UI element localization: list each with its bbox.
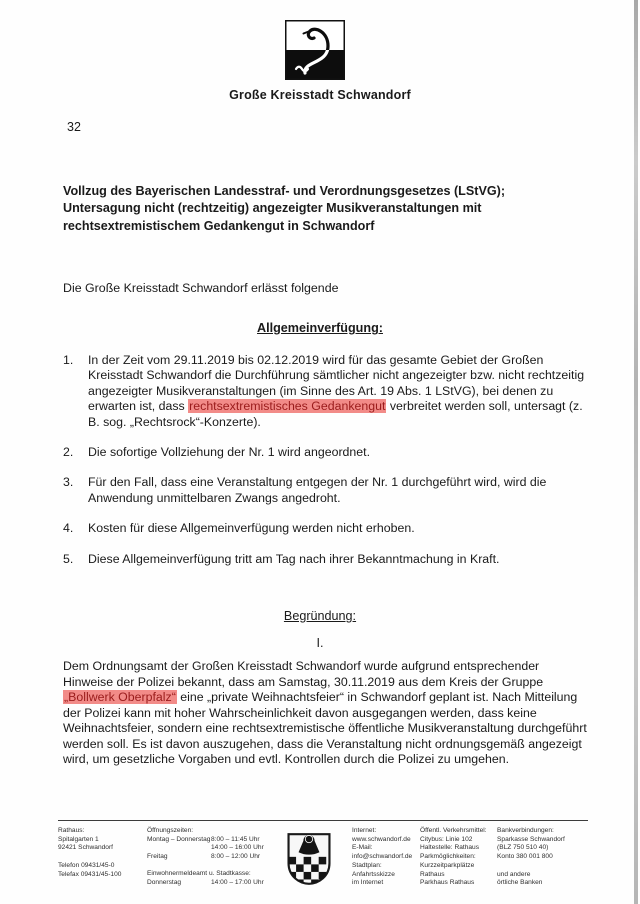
transport-line: Parkhaus Rathaus bbox=[420, 879, 475, 887]
hours-row bbox=[147, 836, 285, 845]
item-number: 2. bbox=[63, 445, 74, 460]
body-text-before: Dem Ordnungsamt der Großen Kreisstadt Schwandorf wurde aufgrund entsprechender Hinweise der Polizei bekannt, dass am Samstag, 30.11.2019 aus dem Kreis der Gruppe bbox=[63, 659, 544, 689]
fax-line: Telefax 09431/45-100 bbox=[58, 870, 122, 878]
hours-subtitle: Einwohnermeldeamt u. Stadtkasse: bbox=[147, 869, 251, 877]
hours-time: 14:00 – 17:00 Uhr bbox=[211, 878, 264, 886]
transport-line: Haltestelle: Rathaus bbox=[420, 844, 480, 852]
title-line-3: rechtsextremistischem Gedankengut in Schwandorf bbox=[63, 218, 375, 233]
internet-line: E-Mail: bbox=[352, 844, 373, 852]
footer-internet bbox=[352, 827, 416, 888]
address-line: 92421 Schwandorf bbox=[58, 844, 113, 852]
hours-time: 14:00 – 16:00 Uhr bbox=[211, 844, 264, 852]
decree-item-1 bbox=[63, 353, 591, 430]
section-numeral: I. bbox=[316, 636, 324, 650]
item-number: 4. bbox=[63, 521, 74, 536]
decree-item-3 bbox=[63, 475, 591, 506]
bank-line: örtliche Banken bbox=[497, 879, 543, 887]
hours-day bbox=[147, 844, 211, 853]
hours-row bbox=[147, 844, 285, 853]
item-text: Diese Allgemeinverfügung tritt am Tag nach ihrer Bekanntmachung in Kraft. bbox=[88, 551, 500, 566]
section-heading-allgemeinverfuegung: Allgemeinverfügung: bbox=[257, 321, 383, 335]
section-heading-begruendung: Begründung: bbox=[283, 609, 357, 623]
title-line-1: Vollzug des Bayerischen Landesstraf- und Verordnungsgesetzes (LStVG); bbox=[63, 184, 506, 198]
item-text bbox=[88, 353, 591, 430]
decree-item-4 bbox=[63, 521, 591, 536]
hours-day: Montag – Donnerstag bbox=[147, 835, 211, 843]
item-number: 3. bbox=[63, 475, 74, 490]
footer-bank bbox=[497, 827, 587, 888]
internet-line: Anfahrtsskizze bbox=[352, 870, 395, 878]
address-line: Rathaus: bbox=[58, 827, 85, 834]
swan-emblem-svg bbox=[285, 20, 345, 80]
scan-edge-artifact bbox=[634, 0, 638, 904]
hours-day: Donnerstag bbox=[147, 878, 182, 886]
decree-list bbox=[63, 353, 591, 582]
decree-item-5 bbox=[63, 552, 591, 567]
item-text: Für den Fall, dass eine Veranstaltung entgegen der Nr. 1 durchgeführt wird, wird die Anwendung unmittelbaren Zwangs angedroht. bbox=[88, 475, 547, 505]
bank-line bbox=[497, 862, 587, 871]
footer-divider bbox=[58, 820, 588, 821]
city-swan-logo-icon bbox=[285, 20, 345, 85]
bank-line: Sparkasse Schwandorf bbox=[497, 835, 565, 843]
hours-day: Freitag bbox=[147, 853, 168, 861]
email-address: info@schwandorf.de bbox=[352, 853, 413, 861]
intro-text: Die Große Kreisstadt Schwandorf erlässt folgende bbox=[63, 281, 339, 295]
bank-line: Bankverbindungen: bbox=[497, 827, 554, 834]
transport-line: Kurzzeitparkplätze bbox=[420, 861, 475, 869]
bank-line: Konto 380 001 800 bbox=[497, 853, 553, 861]
footer-transport bbox=[420, 827, 494, 888]
internet-line: Stadtplan: bbox=[352, 861, 382, 869]
decree-item-2 bbox=[63, 445, 591, 460]
footer-address bbox=[58, 827, 143, 879]
transport-line: Rathaus bbox=[420, 870, 445, 878]
internet-line: Internet: bbox=[352, 827, 377, 834]
address-line: Spitalgarten 1 bbox=[58, 835, 99, 843]
hours-time: 8:00 – 12:00 Uhr bbox=[211, 853, 261, 861]
title-line-2: Untersagung nicht (rechtzeitig) angezeigter Musikveranstaltungen mit bbox=[63, 201, 482, 216]
item-text-before: In der Zeit vom 29.11.2019 bis 02.12.2019 wird für das gesamte Gebiet der Großen Kreisstadt Schwandorf die Durchführung sämtlicher nicht angezeigter bzw. nicht rechtzeitig angezeigter Musikveranstaltungen (im Sinne des Art. 19 Abs. 1 LStVG), bei denen zu erwarten ist, dass bbox=[88, 353, 585, 414]
reasoning-paragraph bbox=[63, 659, 592, 768]
bank-line: und andere bbox=[497, 870, 531, 878]
phone-line: Telefon 09431/45-0 bbox=[58, 861, 115, 869]
org-name: Große Kreisstadt Schwandorf bbox=[229, 88, 411, 102]
hours-row bbox=[147, 853, 285, 862]
city-crest-svg bbox=[284, 831, 334, 887]
hours-time: 8:00 – 11:45 Uhr bbox=[211, 835, 260, 843]
item-number: 5. bbox=[63, 551, 74, 566]
item-text: Die sofortige Vollziehung der Nr. 1 wird angeordnet. bbox=[88, 445, 371, 460]
item-text: Kosten für diese Allgemeinverfügung werden nicht erhoben. bbox=[88, 521, 415, 536]
highlight-gedankengut: rechtsextremistisches Gedankengut bbox=[189, 399, 386, 414]
item-text-after: verbreitet werden soll, untersagt (z. B. sog. „Rechtsrock“-Konzerte). bbox=[88, 399, 583, 429]
bank-line: (BLZ 750 510 40) bbox=[497, 844, 549, 852]
address-line bbox=[58, 853, 143, 862]
transport-line: Parkmöglichkeiten: bbox=[420, 853, 476, 861]
item-number: 1. bbox=[63, 353, 74, 367]
page-number: 32 bbox=[67, 120, 81, 134]
highlight-bollwerk-oberpfalz: „Bollwerk Oberpfalz“ bbox=[64, 690, 176, 704]
transport-line: Öffentl. Verkehrsmittel: bbox=[420, 827, 487, 834]
transport-line: Citybus: Linie 102 bbox=[420, 835, 473, 843]
document-title bbox=[63, 183, 588, 235]
internet-line: im Internet bbox=[352, 879, 384, 887]
body-text-after: eine „private Weihnachtsfeier“ in Schwandorf geplant ist. Nach Mitteilung der Polizei kann mit hoher Wahrscheinlichkeit davon ausgegangen werden, dass keine Weihnachtsfeier, sondern eine rechtsextremistische öffentliche Musikveranstaltung durchgeführt werden soll. Es ist davon auszugehen, dass die Veranstaltung nicht ordnungsgemäß angezeigt wird, um gesetzliche Vorgaben und evtl. Kontrollen durch die Polizei zu umgehen. bbox=[63, 690, 587, 766]
hours-row bbox=[147, 879, 285, 888]
coat-of-arms-icon bbox=[284, 831, 334, 891]
footer-opening-hours bbox=[147, 827, 285, 887]
hours-title: Öffnungszeiten: bbox=[147, 827, 194, 834]
website-url: www.schwandorf.de bbox=[352, 835, 411, 843]
